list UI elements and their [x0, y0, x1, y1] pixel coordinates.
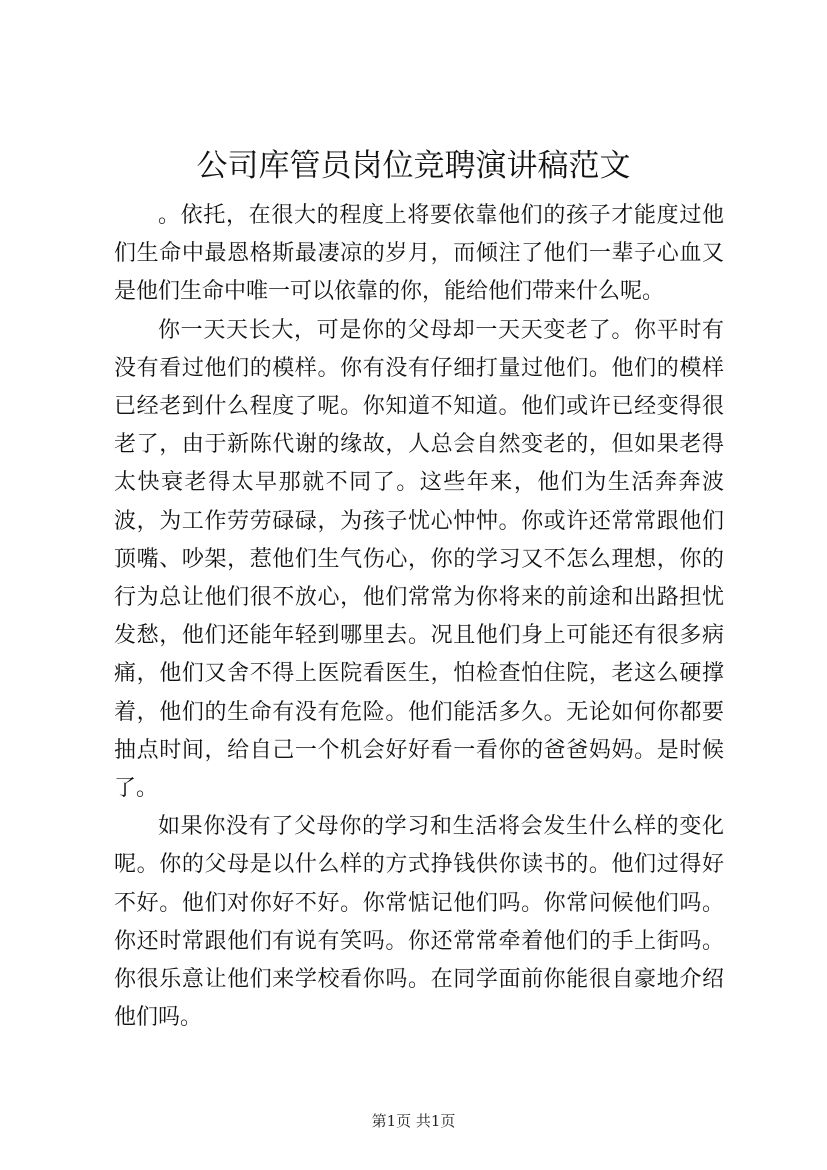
paragraph-2: 你一天天长大，可是你的父母却一天天变老了。你平时有没有看过他们的模样。你有没有仔细打量过他们。他们的模样已经老到什么程度了呢。你知道不知道。他们或许已经变得很老了，由于新陈代谢的缘故，人总会自然变老的，但如果老得太快衰老得太早那就不同了。这些年来，他们为生活奔奔波波，为工作劳劳碌碌，为孩子忧心忡忡。你或许还常常跟他们顶嘴、吵架，惹他们生气伤心，你的学习又不怎么理想，你的行为总让他们很不放心，他们常常为你将来的前途和出路担忧发愁，他们还能年轻到哪里去。况且他们身上可能还有很多病痛，他们又舍不得上医院看医生，怕检查怕住院，老这么硬撑着，他们的生命有没有危险。他们能活多久。无论如何你都要抽点时间，给自己一个机会好好看一看你的爸爸妈妈。是时候了。 [114, 317, 724, 802]
document-body [114, 197, 724, 1037]
page-footer: 第1页 共1页 [371, 1112, 456, 1130]
paragraph-3: 如果你没有了父母你的学习和生活将会发生什么样的变化呢。你的父母是以什么样的方式挣钱供你读书的。他们过得好不好。他们对你好不好。你常惦记他们吗。你常问候他们吗。你还时常跟他们有说有笑吗。你还常常牵着他们的手上街吗。你很乐意让他们来学校看你吗。在同学面前你能很自豪地介绍他们吗。 [114, 814, 724, 1031]
paragraph-1: 。依托，在很大的程度上将要依靠他们的孩子才能度过他们生命中最恩格斯最凄凉的岁月，而倾注了他们一辈子心血又是他们生命中唯一可以依靠的你，能给他们带来什么呢。 [114, 203, 724, 305]
document-title: 公司库管员岗位竞聘演讲稿范文 [196, 148, 631, 184]
